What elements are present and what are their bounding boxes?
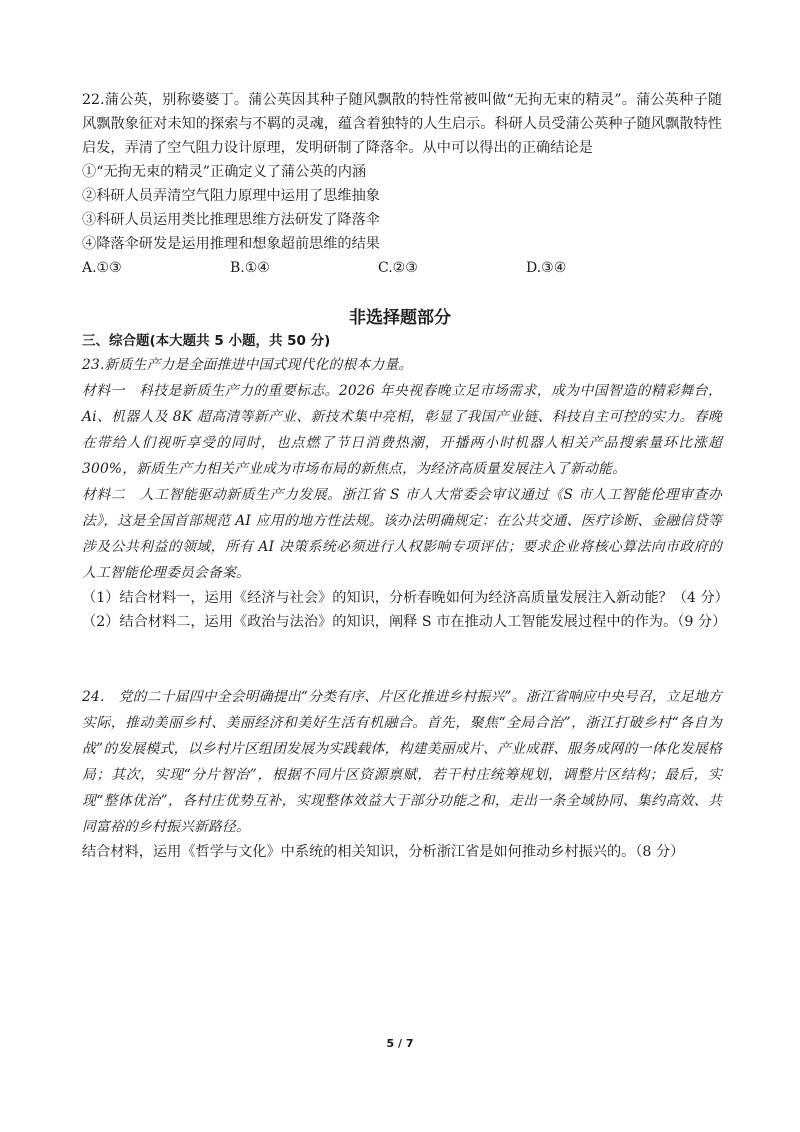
question-22 xyxy=(82,88,722,280)
part3-heading: 三、综合题(本大题共 5 小题，共 50 分) xyxy=(82,333,331,349)
q22-option-b: B.①④ xyxy=(230,260,270,276)
question-23 xyxy=(82,330,729,634)
question-24 xyxy=(82,684,722,864)
q22-option-d: D.③④ xyxy=(526,260,567,276)
q23-sub-2: （2）结合材料二，运用《政治与法治》的知识，阐释 S 市在推动人工智能发展过程中的作为。（9 分） xyxy=(82,614,727,630)
page-number: 5 / 7 xyxy=(386,1037,414,1050)
q22-option-c: C.②③ xyxy=(378,260,418,276)
q22-item-3: ③科研人员运用类比推理思维方法研发了降落伞 xyxy=(82,212,380,228)
section-title: 非选择题部分 xyxy=(349,308,451,328)
q22-item-2: ②科研人员弄清空气阻力原理中运用了思维抽象 xyxy=(82,188,380,204)
q24-question: 结合材料，运用《哲学与文化》中系统的相关知识，分析浙江省是如何推动乡村振兴的。（8 分） xyxy=(82,844,685,860)
q24-stem: 24. 党的二十届四中全会明确提出“分类有序、片区化推进乡村振兴”。浙江省响应中央号召，立足地方实际，推动美丽乡村、美丽经济和美好生活有机融合。首先，聚焦“全局合治”，浙江打破乡村“各自为战”的发展模式，以乡村片区组团发展为实践载体，构建美丽成片、产业成群、服务成网的一体化发展格局；其次，实现“分片智治”，根据不同片区资源禀赋，若干村庄统筹规划，调整片区结构；最后，实现“整体优治”，各村庄优势互补，实现整体效益大于部分功能之和，走出一条全域协同、集约高效、共同富裕的乡村振兴新路径。 xyxy=(82,689,722,835)
q22-item-4: ④降落伞研发是运用推理和想象超前思维的结果 xyxy=(82,236,380,252)
q22-stem: 22.蒲公英，别称婆婆丁。蒲公英因其种子随风飘散的特性常被叫做“无拘无束的精灵”。蒲公英种子随风飘散象征对未知的探索与不羁的灵魂，蕴含着独特的人生启示。科研人员受蒲公英种子随风飘散特性启发，弄清了空气阻力设计原理，发明研制了降落伞。从中可以得出的正确结论是 xyxy=(82,92,722,156)
q22-item-1: ①“无拘无束的精灵”正确定义了蒲公英的内涵 xyxy=(82,164,367,180)
q23-sub-1: （1）结合材料一，运用《经济与社会》的知识，分析春晚如何为经济高质量发展注入新动能？（4 分） xyxy=(82,590,729,606)
q23-material-2: 材料二 人工智能驱动新质生产力发展。浙江省 S 市人大常委会审议通过《S 市人工智能伦理审查办法》，这是全国首部规范 AI 应用的地方性法规。该办法明确规定：在公共交通、医疗诊断、金融信贷等涉及公共利益的领域，所有 AI 决策系统必须进行人权影响专项评估；要求企业将核心算法向市政府的人工智能伦理委员会备案。 xyxy=(82,487,722,581)
q23-material-1: 材料一 科技是新质生产力的重要标志。2026 年央视春晚立足市场需求，成为中国智造的精彩舞台，Ai、机器人及 8K 超高清等新产业、新技术集中亮相，彰显了我国产业链、科技自主可控的实力。春晚在带给人们视听享受的同时，也点燃了节日消费热潮，开播两小时机器人相关产品搜索量环比涨超 300%，新质生产力相关产业成为市场布局的新焦点，为经济高质量发展注入了新动能。 xyxy=(82,383,722,477)
q22-options xyxy=(82,256,722,280)
q22-option-a: A.①③ xyxy=(82,260,122,276)
q23-stem: 23.新质生产力是全面推进中国式现代化的根本力量。 xyxy=(82,357,413,373)
